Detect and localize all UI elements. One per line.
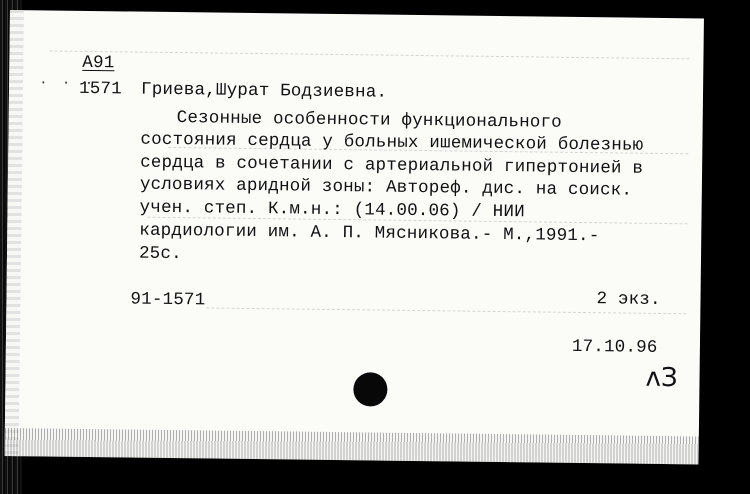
description-line: состояния сердца у больных ишемической болезнью [140,129,644,156]
faint-rule [49,50,689,59]
shelf-mark: А91 [82,52,115,74]
description-line: сердца в сочетании с артериальной гипертонией в [140,152,644,179]
inventory-number: 91-1571 [130,289,206,311]
handwritten-initials: ʌЗ [645,362,678,394]
description-line: кардиологии им. А. П. Мясникова.- М.,1991.- [139,220,600,247]
date-stamp: 17.10.96 [571,336,658,358]
description-line: учен. степ. К.м.н.: (14.00.06) / НИИ [139,197,525,223]
card-number: 1571 [78,78,122,100]
catalog-card [5,10,704,464]
copies-count: 2 экз. [596,289,661,310]
author-heading: Гриева,Шурат Бодзиевна. [140,79,388,103]
description-line: Сезонные особенности функционального [176,108,563,133]
description-line: 25с. [138,243,182,265]
description-line: условиях аридной зоны: Автореф. дис. на соиск. [139,174,633,201]
margin-dots: . . . [39,72,97,90]
card-bottom-strip [5,428,699,464]
punch-hole [353,372,387,406]
